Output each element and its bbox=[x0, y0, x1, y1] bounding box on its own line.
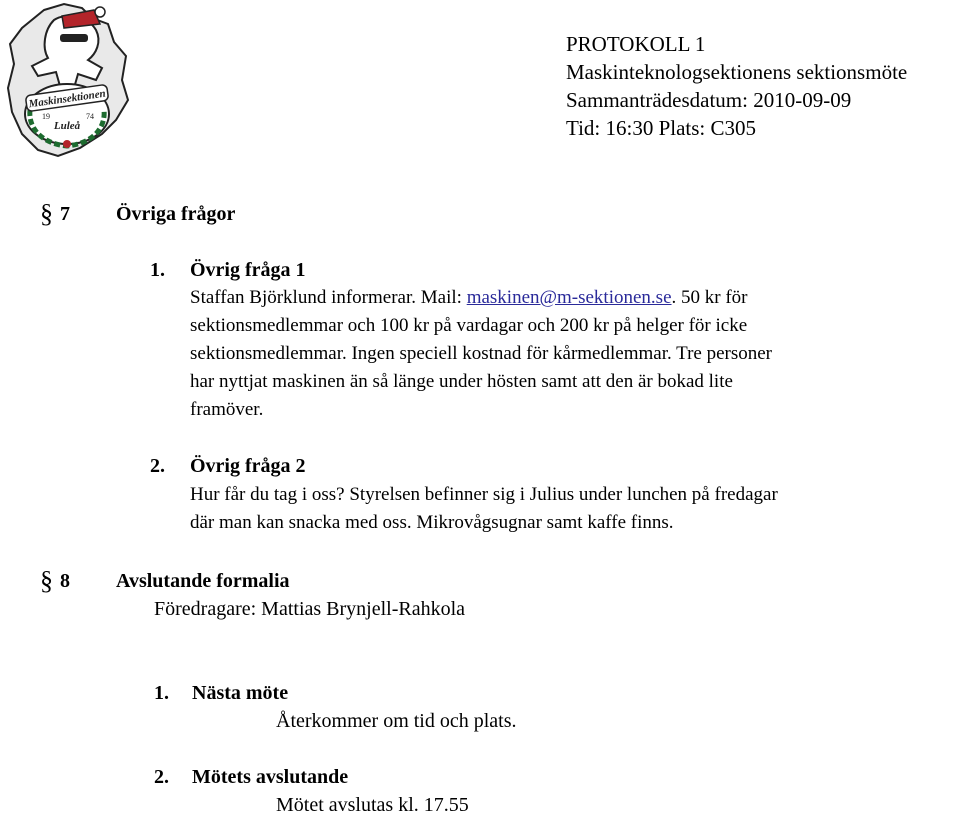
item-2-number: 2. bbox=[150, 455, 165, 477]
section-8-presenter: Föredragare: Mattias Brynjell-Rahkola bbox=[154, 598, 466, 620]
closing-item-2-text: Mötet avslutas kl. 17.55 bbox=[276, 794, 469, 816]
section-7-symbol: § bbox=[40, 199, 53, 228]
closing-item-2-number: 2. bbox=[154, 766, 169, 788]
document-header bbox=[566, 30, 907, 142]
item-1-line-5: framöver. bbox=[190, 399, 264, 420]
item-1-line-3: sektionsmedlemmar. Ingen speciell kostnad för kårmedlemmar. Tre personer bbox=[190, 343, 772, 364]
logo-year-right: 74 bbox=[86, 112, 94, 121]
section-7-number: 7 bbox=[60, 203, 70, 225]
meeting-name: Maskinteknologsektionens sektionsmöte bbox=[566, 60, 908, 84]
item-1-line-1: Staffan Björklund informerar. Mail: maskinen@m-sektionen.se. 50 kr för bbox=[190, 287, 748, 308]
mail-link[interactable]: maskinen@m-sektionen.se bbox=[466, 287, 672, 308]
sunglasses bbox=[60, 34, 88, 42]
section-logo bbox=[4, 2, 130, 158]
logo-year-left: 19 bbox=[42, 112, 50, 121]
closing-item-1-text: Återkommer om tid och plats. bbox=[276, 710, 517, 732]
item-1-line-4: har nyttjat maskinen än så länge under hösten samt att den är bokad lite bbox=[190, 371, 733, 392]
item-2-body bbox=[190, 481, 778, 537]
section-8-title: Avslutande formalia bbox=[116, 570, 290, 592]
meeting-date: Sammanträdesdatum: 2010-09-09 bbox=[566, 88, 852, 112]
closing-item-1-number: 1. bbox=[154, 682, 169, 704]
section-7-title: Övriga frågor bbox=[116, 203, 236, 225]
ribbon-bow bbox=[63, 140, 71, 148]
section-8-symbol: § bbox=[40, 566, 53, 595]
logo-text-bottom: Luleå bbox=[53, 120, 81, 132]
item-2-title: Övrig fråga 2 bbox=[190, 455, 306, 477]
item-1-body bbox=[190, 284, 772, 424]
protocol-title: PROTOKOLL 1 bbox=[566, 32, 706, 56]
item-2-line-2: där man kan snacka med oss. Mikrovågsugnar samt kaffe finns. bbox=[190, 512, 674, 533]
item-1-title: Övrig fråga 1 bbox=[190, 259, 306, 281]
logo-text-top: Maskinsektionen bbox=[27, 87, 107, 111]
section-8-number: 8 bbox=[60, 570, 70, 592]
item-2-line-1: Hur får du tag i oss? Styrelsen befinner sig i Julius under lunchen på fredagar bbox=[190, 484, 778, 505]
item-1-number: 1. bbox=[150, 259, 165, 281]
closing-item-1-title: Nästa möte bbox=[192, 682, 289, 704]
meeting-time-place: Tid: 16:30 Plats: C305 bbox=[566, 116, 757, 140]
item-1-line-2: sektionsmedlemmar och 100 kr på vardagar och 200 kr på helger för icke bbox=[190, 315, 748, 336]
closing-item-2-title: Mötets avslutande bbox=[192, 766, 349, 788]
